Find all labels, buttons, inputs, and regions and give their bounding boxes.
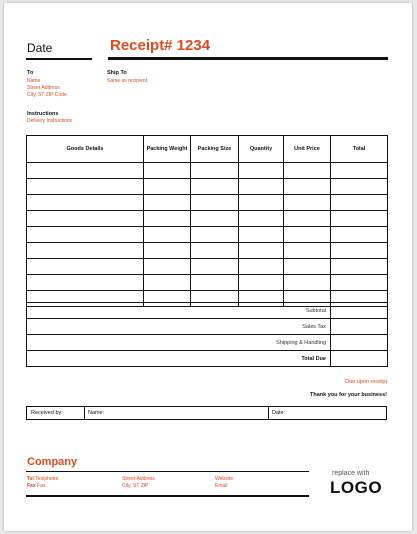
cell[interactable] [239,163,284,179]
shipping-value[interactable] [331,335,388,351]
fax-line [27,483,58,490]
received-name-label: Name: [88,410,105,416]
cell[interactable] [239,275,284,291]
to-address [27,78,67,98]
cell[interactable] [331,275,388,291]
cell[interactable] [191,211,239,227]
cell[interactable] [27,243,144,259]
subtotal-row [27,303,388,319]
cell[interactable] [331,163,388,179]
items-table [26,135,388,307]
items-header-row [27,136,388,163]
cell[interactable] [239,227,284,243]
contact-block [27,476,58,489]
sales-tax-row [27,319,388,335]
cell[interactable] [27,179,144,195]
table-row [27,243,388,259]
table-row [27,179,388,195]
receipt-title: Receipt# 1234 [110,37,211,54]
receipt-page [4,3,412,531]
cell[interactable] [191,163,239,179]
cell[interactable] [144,275,191,291]
to-street: Street Address [27,84,60,91]
tel-value: Telephone [35,476,59,482]
ship-to-value: Same as recipient [107,78,148,84]
divider [84,407,85,419]
cell[interactable] [27,227,144,243]
fax-label: Fax [27,482,36,489]
received-box [26,406,387,420]
cell[interactable] [27,195,144,211]
cell[interactable] [27,211,144,227]
cell[interactable] [239,179,284,195]
date-label: Date [27,41,53,55]
cell[interactable] [284,179,331,195]
divider [268,407,269,419]
company-underline [26,471,309,472]
cell[interactable] [284,163,331,179]
cell[interactable] [284,243,331,259]
received-by-label: Received by: [31,410,63,416]
date-underline [26,58,92,60]
table-row [27,259,388,275]
cell[interactable] [144,179,191,195]
cell[interactable] [191,243,239,259]
tel-label: Tel [27,476,34,482]
col-goods-details: Goods Details [27,136,144,163]
sales-tax-value[interactable] [331,319,388,335]
cell[interactable] [144,163,191,179]
web-block [215,476,233,489]
instructions-value: Delivery Instructions [27,118,73,124]
cell[interactable] [331,243,388,259]
ship-to-label: Ship To [107,70,127,76]
footer-bottom-rule [26,495,309,497]
cell[interactable] [144,195,191,211]
table-row [27,275,388,291]
cell[interactable] [27,259,144,275]
fax-value: Fax [37,482,46,489]
to-name: Name [27,78,41,84]
cell[interactable] [27,275,144,291]
cell[interactable] [191,275,239,291]
cell[interactable] [239,243,284,259]
company-name: Company [27,456,78,468]
cell[interactable] [144,259,191,275]
cell[interactable] [239,195,284,211]
table-row [27,227,388,243]
col-total: Total [331,136,388,163]
cell[interactable] [191,259,239,275]
cell[interactable] [239,259,284,275]
to-label: To [27,70,34,76]
sales-tax-label: Sales Tax [27,319,331,335]
cell[interactable] [331,259,388,275]
cell[interactable] [191,227,239,243]
col-packing-weight: Packing Weight [144,136,191,163]
received-date-label: Date: [272,410,286,416]
total-due-value[interactable] [331,351,388,367]
total-due-row [27,351,388,367]
table-row [27,195,388,211]
cell[interactable] [284,275,331,291]
street-address: Street Address [122,476,155,482]
cell[interactable] [191,179,239,195]
cell[interactable] [191,195,239,211]
due-note: Due upon receipt [345,379,387,385]
col-unit-price: Unit Price [284,136,331,163]
subtotal-label: Subtotal [27,303,331,319]
to-city: City, ST ZIP Code [27,91,67,98]
instructions-label: Instructions [27,111,59,117]
email: Email [215,482,228,489]
table-row [27,211,388,227]
cell[interactable] [331,211,388,227]
shipping-row [27,335,388,351]
subtotal-value[interactable] [331,303,388,319]
col-quantity: Quantity [239,136,284,163]
receipt-underline [108,57,388,60]
totals-table [26,302,388,367]
cell[interactable] [144,227,191,243]
logo-placeholder-caption: replace with [332,470,370,477]
thanks-note: Thank you for your business! [309,392,387,398]
cell[interactable] [331,227,388,243]
cell[interactable] [144,211,191,227]
city-zip: City, ST ZIP [122,482,149,489]
cell[interactable] [284,195,331,211]
cell[interactable] [27,163,144,179]
col-packing-size: Packing Size [191,136,239,163]
website: Website [215,476,233,482]
logo-placeholder: LOGO [330,478,383,497]
cell[interactable] [239,211,284,227]
cell[interactable] [284,227,331,243]
shipping-label: Shipping & Handling [27,335,331,351]
total-due-label: Total Due [27,351,331,367]
table-row [27,163,388,179]
address-block [122,476,155,489]
cell[interactable] [144,243,191,259]
cell[interactable] [331,179,388,195]
cell[interactable] [331,195,388,211]
cell[interactable] [284,259,331,275]
cell[interactable] [284,211,331,227]
